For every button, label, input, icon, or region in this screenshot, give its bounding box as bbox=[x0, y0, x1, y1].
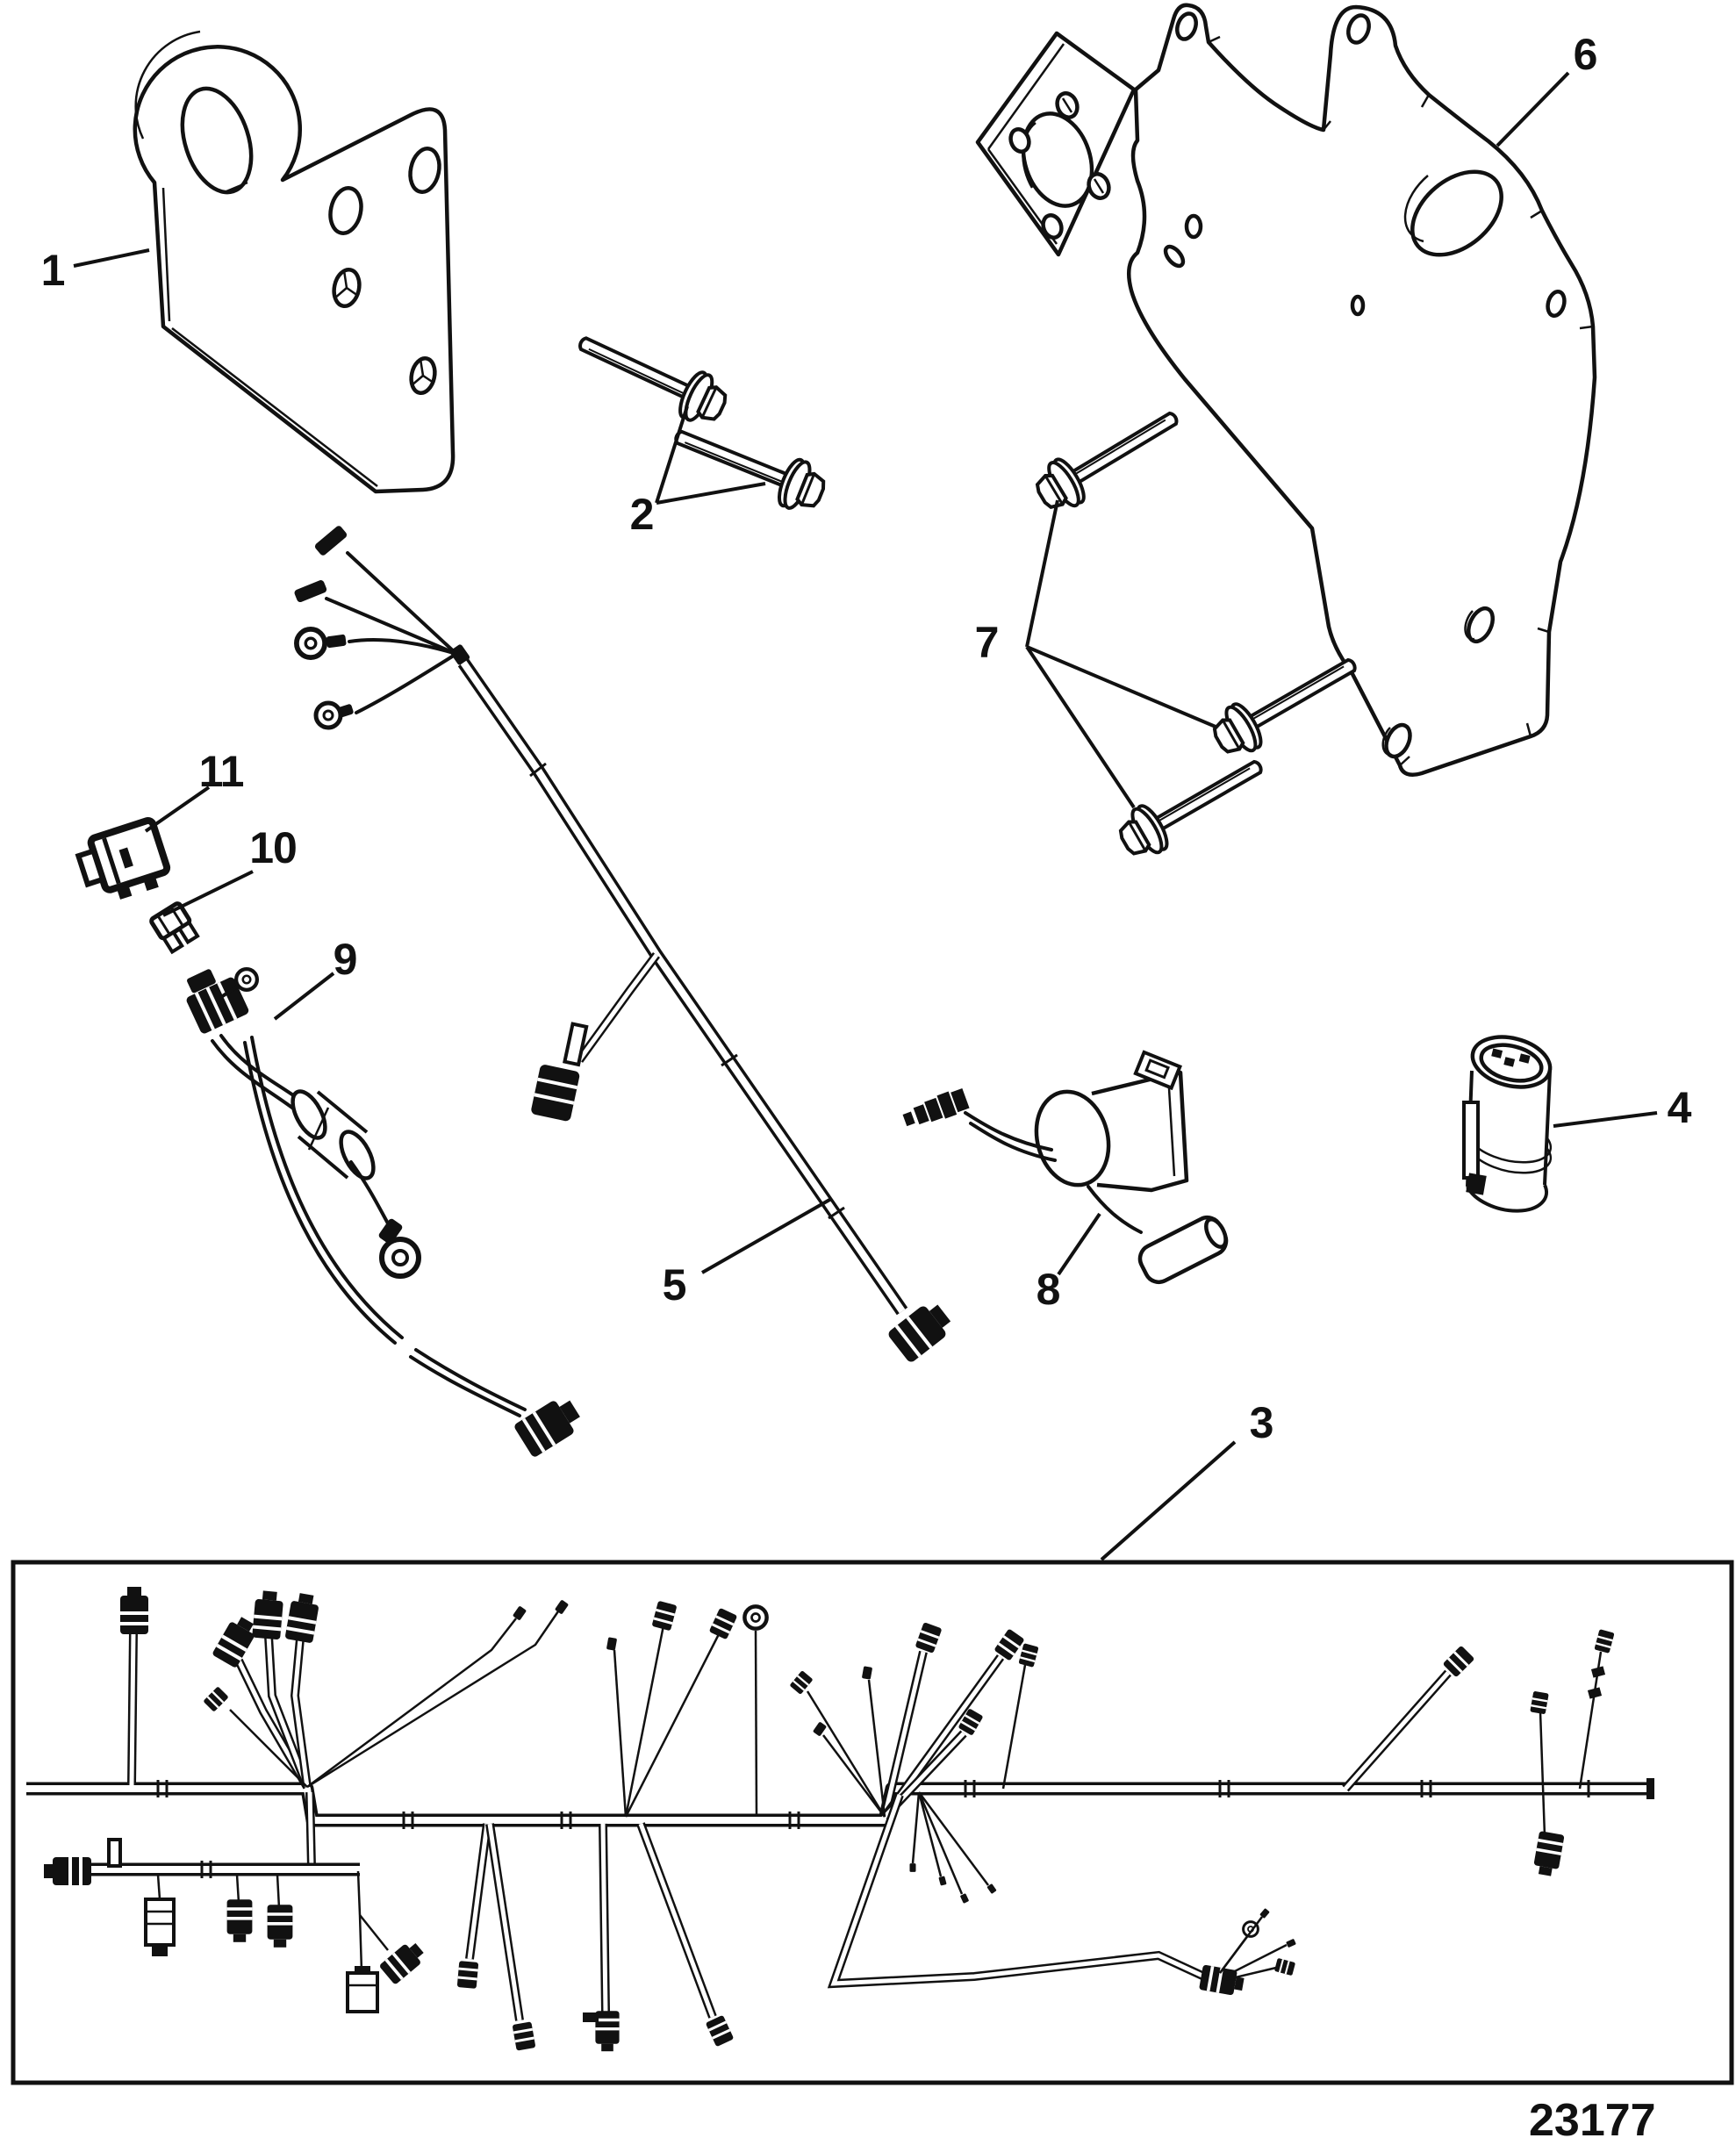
ribbed-plug bbox=[900, 1087, 970, 1132]
callout-9: 9 bbox=[333, 935, 357, 984]
relay bbox=[75, 819, 172, 908]
callout-7: 7 bbox=[974, 618, 999, 667]
callout-3: 3 bbox=[1249, 1398, 1273, 1447]
callout-11: 11 bbox=[198, 747, 244, 796]
callout-5: 5 bbox=[662, 1260, 686, 1309]
callout-4: 4 bbox=[1667, 1083, 1691, 1132]
callout-8: 8 bbox=[1036, 1265, 1060, 1314]
drawing-number: 23177 bbox=[1529, 2095, 1656, 2138]
connector-cover bbox=[1464, 1030, 1555, 1211]
flange-bolt-pair bbox=[570, 320, 830, 518]
callout-6: 6 bbox=[1573, 30, 1597, 79]
callout-1: 1 bbox=[40, 246, 65, 295]
sensor bbox=[900, 1052, 1231, 1287]
callout-2: 2 bbox=[629, 490, 654, 539]
callout-10: 10 bbox=[249, 823, 297, 872]
power-lead-assembly bbox=[178, 961, 585, 1459]
bracket-large bbox=[978, 5, 1595, 775]
bracket-small bbox=[135, 32, 453, 491]
